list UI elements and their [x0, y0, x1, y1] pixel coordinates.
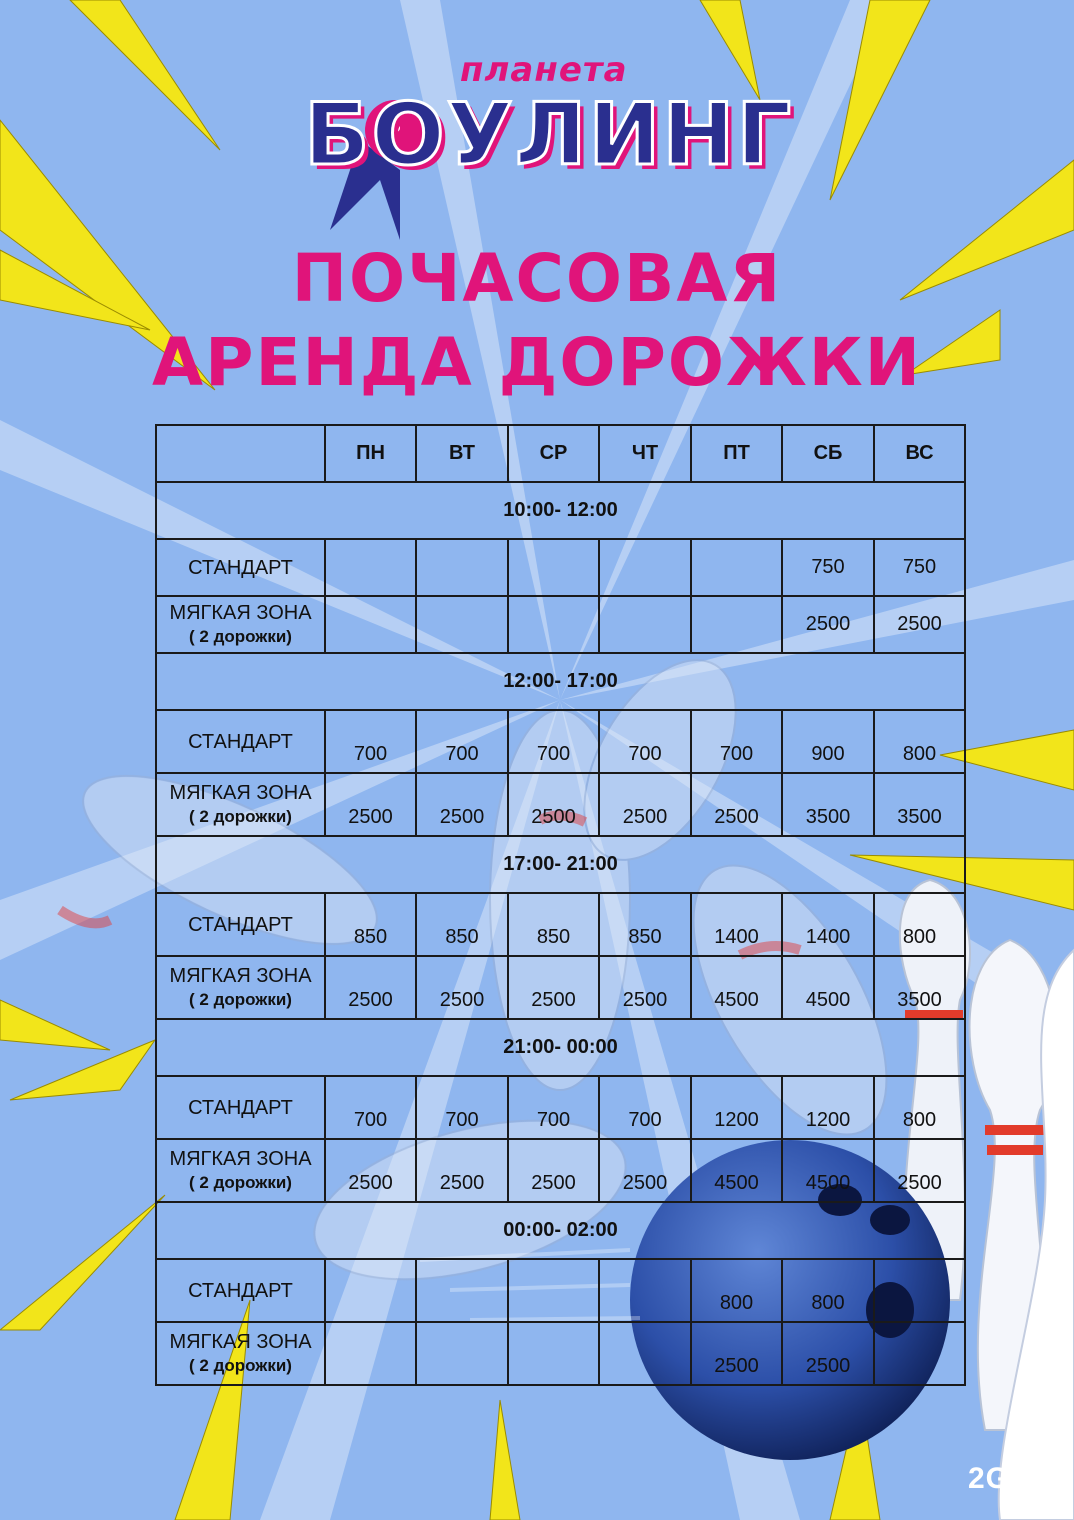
watermark-2gis: 2GIS [968, 1462, 1041, 1495]
price-cell [416, 596, 508, 653]
soft-zone-title: МЯГКАЯ ЗОНА [169, 965, 312, 988]
price-cell [599, 596, 691, 653]
price-cell: 850 [325, 893, 416, 956]
time-slot-label: 12:00- 17:00 [156, 653, 965, 710]
row-label-standard: СТАНДАРТ [156, 1076, 325, 1139]
price-cell: 750 [782, 539, 874, 596]
time-slot-row [156, 1019, 965, 1076]
price-cell: 800 [874, 893, 965, 956]
soft-zone-title: МЯГКАЯ ЗОНА [169, 1331, 312, 1354]
price-cell: 700 [325, 1076, 416, 1139]
price-cell [599, 539, 691, 596]
soft-zone-row [156, 1139, 965, 1202]
price-cell: 3500 [874, 956, 965, 1019]
soft-zone-subtitle: ( 2 дорожки) [189, 1356, 292, 1376]
price-cell: 850 [508, 893, 599, 956]
price-cell: 800 [874, 1076, 965, 1139]
price-cell: 2500 [599, 773, 691, 836]
price-cell: 2500 [325, 773, 416, 836]
price-cell: 1200 [691, 1076, 782, 1139]
standard-row [156, 539, 965, 596]
row-label-standard: СТАНДАРТ [156, 539, 325, 596]
price-cell [508, 1259, 599, 1322]
price-cell [874, 1259, 965, 1322]
price-cell [416, 1259, 508, 1322]
price-cell: 2500 [874, 596, 965, 653]
price-cell: 700 [508, 1076, 599, 1139]
price-cell: 4500 [782, 956, 874, 1019]
day-header: СР [508, 425, 599, 482]
soft-zone-row [156, 1322, 965, 1385]
price-table [155, 424, 966, 1386]
soft-zone-row [156, 596, 965, 653]
time-slot-row [156, 836, 965, 893]
price-cell: 850 [599, 893, 691, 956]
price-cell: 2500 [691, 773, 782, 836]
price-cell [691, 539, 782, 596]
price-cell: 800 [691, 1259, 782, 1322]
price-cell: 700 [416, 1076, 508, 1139]
standard-row [156, 710, 965, 773]
time-slot-row [156, 482, 965, 539]
price-cell [599, 1259, 691, 1322]
soft-zone-row [156, 773, 965, 836]
day-header: ПТ [691, 425, 782, 482]
price-cell: 2500 [416, 956, 508, 1019]
soft-zone-title: МЯГКАЯ ЗОНА [169, 1148, 312, 1171]
price-cell: 2500 [416, 773, 508, 836]
price-cell [325, 596, 416, 653]
price-cell: 850 [416, 893, 508, 956]
standard-row [156, 1076, 965, 1139]
price-cell: 2500 [874, 1139, 965, 1202]
price-cell [416, 1322, 508, 1385]
price-cell [325, 539, 416, 596]
price-cell [416, 539, 508, 596]
logo-main-text: БОУЛИНГ [304, 85, 794, 185]
row-label-soft-zone [156, 1322, 325, 1385]
soft-zone-subtitle: ( 2 дорожки) [189, 1173, 292, 1193]
price-cell: 4500 [691, 1139, 782, 1202]
soft-zone-subtitle: ( 2 дорожки) [189, 990, 292, 1010]
soft-zone-subtitle: ( 2 дорожки) [189, 627, 292, 647]
price-cell: 2500 [325, 1139, 416, 1202]
price-cell: 2500 [508, 956, 599, 1019]
price-cell: 2500 [599, 1139, 691, 1202]
logo-small-text: планета [460, 50, 628, 90]
table-header-row [156, 425, 965, 482]
price-cell: 1400 [691, 893, 782, 956]
price-cell: 700 [599, 710, 691, 773]
price-cell: 3500 [782, 773, 874, 836]
soft-zone-subtitle: ( 2 дорожки) [189, 807, 292, 827]
day-header: ВС [874, 425, 965, 482]
price-cell: 2500 [782, 1322, 874, 1385]
day-header: СБ [782, 425, 874, 482]
standard-row [156, 1259, 965, 1322]
page-title-line1: ПОЧАСОВАЯ [291, 240, 783, 317]
price-cell [508, 1322, 599, 1385]
price-cell: 1400 [782, 893, 874, 956]
price-cell: 750 [874, 539, 965, 596]
header-empty-cell [156, 425, 325, 482]
price-cell [325, 1259, 416, 1322]
price-cell: 2500 [416, 1139, 508, 1202]
price-cell: 2500 [782, 596, 874, 653]
price-cell [508, 539, 599, 596]
page-title-line2: АРЕНДА ДОРОЖКИ [152, 324, 922, 401]
price-cell: 2500 [508, 773, 599, 836]
row-label-standard: СТАНДАРТ [156, 710, 325, 773]
price-cell [874, 1322, 965, 1385]
row-label-soft-zone [156, 773, 325, 836]
price-cell: 2500 [691, 1322, 782, 1385]
time-slot-label: 00:00- 02:00 [156, 1202, 965, 1259]
row-label-soft-zone [156, 596, 325, 653]
price-cell: 2500 [325, 956, 416, 1019]
price-cell: 4500 [782, 1139, 874, 1202]
price-cell [325, 1322, 416, 1385]
price-cell: 800 [782, 1259, 874, 1322]
row-label-standard: СТАНДАРТ [156, 893, 325, 956]
day-header: ЧТ [599, 425, 691, 482]
price-cell: 4500 [691, 956, 782, 1019]
price-cell: 700 [691, 710, 782, 773]
price-cell: 700 [416, 710, 508, 773]
day-header: ПН [325, 425, 416, 482]
price-cell [691, 596, 782, 653]
time-slot-label: 10:00- 12:00 [156, 482, 965, 539]
row-label-soft-zone [156, 956, 325, 1019]
row-label-soft-zone [156, 1139, 325, 1202]
soft-zone-row [156, 956, 965, 1019]
time-slot-row [156, 653, 965, 710]
time-slot-label: 21:00- 00:00 [156, 1019, 965, 1076]
price-cell: 2500 [599, 956, 691, 1019]
logo [300, 50, 794, 240]
price-cell: 800 [874, 710, 965, 773]
price-cell [599, 1322, 691, 1385]
price-cell [508, 596, 599, 653]
price-cell: 700 [599, 1076, 691, 1139]
price-cell: 1200 [782, 1076, 874, 1139]
row-label-standard: СТАНДАРТ [156, 1259, 325, 1322]
price-cell: 3500 [874, 773, 965, 836]
time-slot-label: 17:00- 21:00 [156, 836, 965, 893]
day-header: ВТ [416, 425, 508, 482]
soft-zone-title: МЯГКАЯ ЗОНА [169, 602, 312, 625]
standard-row [156, 893, 965, 956]
price-cell: 2500 [508, 1139, 599, 1202]
price-cell: 900 [782, 710, 874, 773]
price-cell: 700 [325, 710, 416, 773]
time-slot-row [156, 1202, 965, 1259]
soft-zone-title: МЯГКАЯ ЗОНА [169, 782, 312, 805]
price-cell: 700 [508, 710, 599, 773]
